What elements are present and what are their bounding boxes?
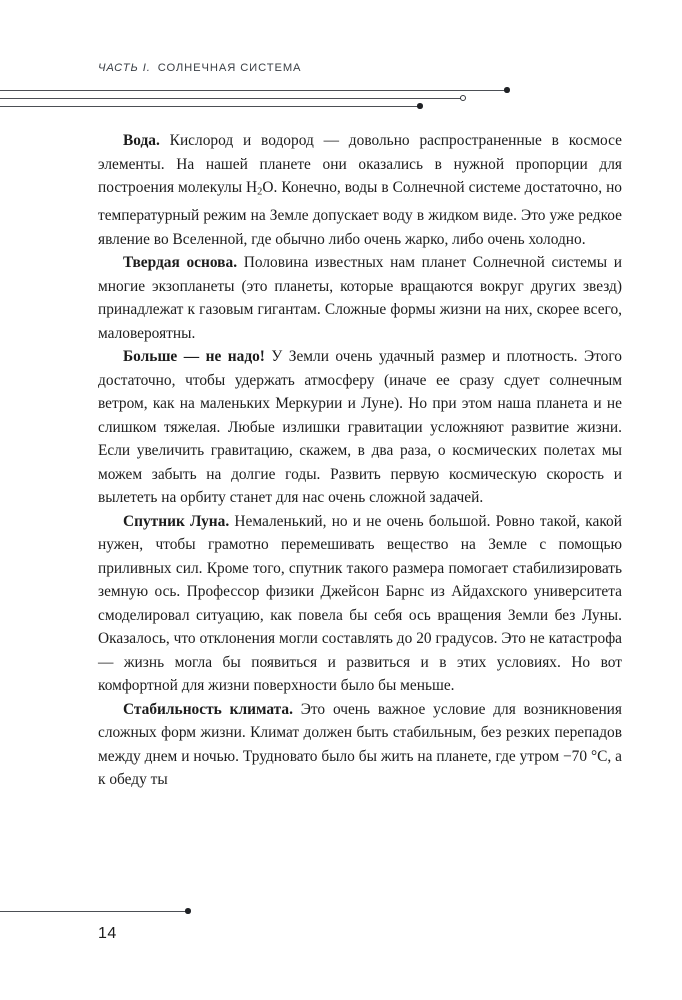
running-head-part: ЧАСТЬ I. (98, 62, 151, 74)
paragraph-lead: Спутник Луна. (123, 512, 230, 530)
header-rule-bottom-dot-icon (417, 103, 423, 109)
paragraph-lead: Стабильность климата. (123, 700, 293, 718)
header-rule-top-dot-icon (504, 87, 510, 93)
body-text (98, 129, 622, 792)
running-head (98, 62, 301, 74)
paragraph-lead: Вода. (123, 132, 160, 149)
header-rule-top (0, 90, 507, 91)
running-head-chapter: СОЛНЕЧНАЯ СИСТЕМА (157, 62, 302, 74)
paragraph-voda (98, 129, 622, 251)
footer-rule-dot-icon (185, 908, 191, 914)
paragraph-text-before-formula: Кислород и водород — довольно распространенные в космосе элементы. На нашей планете они оказались в нужной пропорции для построения молекулы H (98, 132, 622, 196)
paragraph-text: Это очень важное условие для возникновения сложных форм жизни. Климат должен быть стабильным, без резких перепадов между днем и ночью. Трудновато было бы жить на планете, где утром −70 °C, а к обеду ты (98, 700, 622, 789)
paragraph-text: Немаленький, но и не очень большой. Ровно такой, какой нужен, чтобы грамотно перемешивать вещество на Земле с помощью приливных сил. Кроме того, спутник такого размера помогает стабилизировать земную ось. Профессор физики Джейсон Барнс из Айдахского университета смоделировал ситуацию, как повела бы себя ось вращения Земли без Луны. Оказалось, что отклонения могли составлять до 20 градусов. Это не катастрофа — жизнь могла бы появиться и развиться и в этих условиях. Но вот комфортной для жизни поверхности было бы меньше. (98, 512, 622, 695)
header-rule-middle-ring-icon (460, 95, 466, 101)
paragraph-tverdaya-osnova (98, 251, 622, 345)
paragraph-text: У Земли очень удачный размер и плотность. Этого достаточно, чтобы удержать атмосферу (иначе ее сразу сдует солнечным ветром, как на маленьких Меркурии и Луне). Но при этом наша планета и не слишком тяжелая. Любые излишки гравитации усложняют развитие жизни. Если увеличить гравитацию, скажем, в два раза, о космических полетах мы можем забыть на долгие годы. Развить первую космическую скорость и вылететь на орбиту станет для нас очень сложной задачей. (98, 348, 622, 507)
page-number: 14 (98, 925, 117, 942)
formula-subscript: 2 (257, 186, 263, 198)
header-rule-bottom (0, 106, 420, 107)
paragraph-text: Половина известных нам планет Солнечной системы и многие экзопланеты (это планеты, которые вращаются вокруг других звезд) принадлежат к газовым гигантам. Сложные формы жизни на них, скорее всего, маловероятны. (98, 254, 622, 342)
paragraph-bolshe-ne-nado (98, 345, 622, 510)
header-rule-middle (0, 98, 463, 99)
paragraph-sputnik-luna (98, 510, 622, 698)
footer-rule (0, 911, 188, 912)
paragraph-text-after-formula: O. Конечно, воды в Солнечной системе достаточно, но температурный режим на Земле допускает воду в жидком виде. Это уже редкое явление во Вселенной, где обычно либо очень жарко, либо очень холодно. (98, 179, 622, 248)
paragraph-lead: Больше — не надо! (123, 348, 265, 366)
paragraph-stabilnost-klimata (98, 698, 622, 792)
paragraph-lead: Твердая основа. (123, 254, 238, 272)
